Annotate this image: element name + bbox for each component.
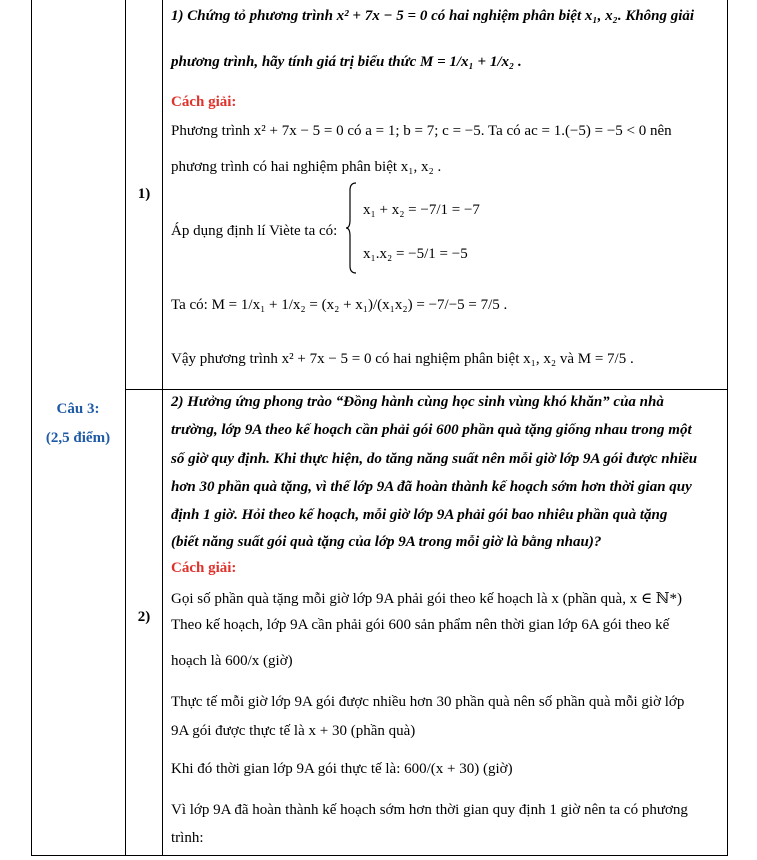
part-2-line-4: Thực tế mỗi giờ lớp 9A gói được nhiều hơn 30 phần quà nên số phần quà mỗi giờ lớp [171,694,685,710]
part-2-prompt-line-6: (biết năng suất gói quà tặng của lớp 9A trong mỗi giờ là bằng nhau)? [171,534,602,550]
part-2-prompt-line-2: trường, lớp 9A theo kế hoạch cần phải gói 600 phần quà tặng giống nhau trong một [171,422,692,438]
part-2-line-8: trình: [171,830,204,846]
question-label: Câu 3: [56,401,100,417]
part-2-prompt-line-1: 2) Hưởng ứng phong trào “Đồng hành cùng học sinh vùng khó khăn” của nhà [171,394,664,410]
part-1-line-1: Phương trình x² + 7x − 5 = 0 có a = 1; b = 7; c = −5. Ta có ac = 1.(−5) = −5 < 0 nên [171,123,672,139]
part-1-calc: Ta có: M = 1/x₁ + 1/x₂ = (x₂ + x₁)/(x₁x₂) = −7/−5 = 7/5 . [171,297,508,313]
part-2-number: 2) [137,609,151,625]
viete-sum: x₁ + x₂ = −7/1 = −7 [363,202,480,218]
part-2-line-5: 9A gói được thực tế là x + 30 (phần quà) [171,723,416,739]
row-divider [126,389,728,390]
part-2-line-3: hoạch là 600/x (giờ) [171,653,293,669]
column-divider-1 [125,0,126,856]
part-1-prompt-line-1: 1) Chứng tỏ phương trình x² + 7x − 5 = 0 có hai nghiệm phân biệt x₁, x₂. Không giải [171,8,695,24]
part-1-solution-heading: Cách giải: [171,94,237,110]
question-points: (2,5 điểm) [45,430,111,446]
part-2-solution-heading: Cách giải: [171,560,237,576]
part-1-line-2: phương trình có hai nghiệm phân biệt x₁, x₂ . [171,159,442,175]
system-brace [345,182,357,274]
part-2-line-2: Theo kế hoạch, lớp 9A cần phải gói 600 sản phẩm nên thời gian lớp 6A gói theo kế [171,617,670,633]
part-2-prompt-line-3: số giờ quy định. Khi thực hiện, do tăng năng suất nên mỗi giờ lớp 9A gói được nhiều [171,451,698,467]
part-2-line-1: Gọi số phần quà tặng mỗi giờ lớp 9A phải gói theo kế hoạch là x (phần quà, x ∈ ℕ*) [171,591,683,607]
viete-product: x₁.x₂ = −5/1 = −5 [363,246,468,262]
part-1-prompt-line-2: phương trình, hãy tính giá trị biểu thức M = 1/x₁ + 1/x₂ . [171,54,522,70]
part-1-conclusion: Vậy phương trình x² + 7x − 5 = 0 có hai nghiệm phân biệt x₁, x₂ và M = 7/5 . [171,351,634,367]
viete-label: Áp dụng định lí Viète ta có: [171,223,338,239]
part-2-line-7: Vì lớp 9A đã hoàn thành kế hoạch sớm hơn thời gian quy định 1 giờ nên ta có phương [171,802,688,818]
part-2-prompt-line-4: hơn 30 phần quà tặng, vì thế lớp 9A đã hoàn thành kế hoạch sớm hơn thời gian quy [171,479,692,495]
part-2-line-6: Khi đó thời gian lớp 9A gói thực tế là: 600/(x + 30) (giờ) [171,761,513,777]
part-2-prompt-line-5: định 1 giờ. Hỏi theo kế hoạch, mỗi giờ lớp 9A phải gói bao nhiêu phần quà tặng [171,507,668,523]
column-divider-2 [162,0,163,856]
part-1-number: 1) [137,186,151,202]
